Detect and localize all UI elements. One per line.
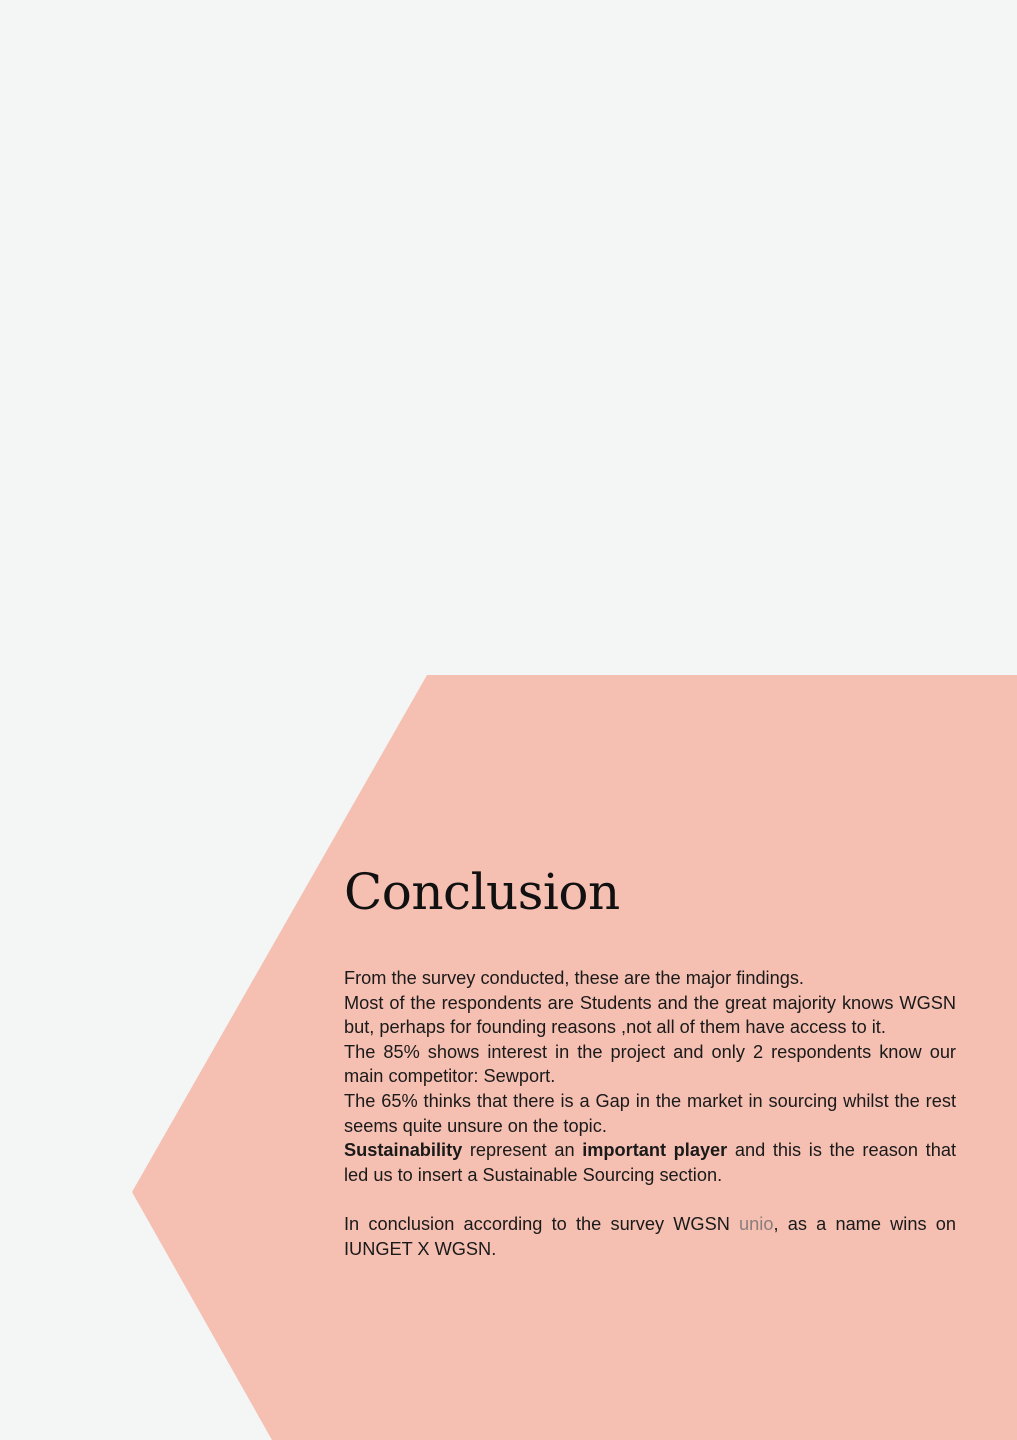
bold-sustainability: Sustainability (344, 1140, 463, 1161)
paragraph-respondents: Most of the respondents are Students and the great majority knows WGSN but, perhaps for founding reasons ,not all of them have access to it. (344, 992, 956, 1038)
sustainability-text-2: and this is the reason that led us to insert a Sustainable Sourcing section. (344, 1140, 956, 1185)
conclusion-section (344, 862, 956, 1261)
conclusion-body (344, 966, 956, 1261)
name-unio: unio (739, 1213, 774, 1234)
paragraph-sustainability (344, 1138, 956, 1187)
conclusion-text-1: In conclusion according to the survey WGSN (344, 1213, 740, 1234)
bold-important-player: important player (582, 1140, 728, 1161)
conclusion-text-2: , as a name wins on IUNGET X WGSN. (344, 1213, 956, 1259)
paragraph-findings-intro: From the survey conducted, these are the major findings. (344, 968, 804, 988)
paragraph-market-gap: The 65% thinks that there is a Gap in the market in sourcing whilst the rest seems quite unsure on the topic. (344, 1090, 956, 1136)
paragraph-interest: The 85% shows interest in the project and only 2 respondents know our main competitor: Sewport. (344, 1041, 956, 1087)
page-title: Conclusion (344, 863, 620, 921)
sustainability-text-1: represent an (462, 1140, 583, 1161)
paragraph-final-conclusion (344, 1212, 956, 1261)
paragraph-spacer (344, 1187, 956, 1212)
